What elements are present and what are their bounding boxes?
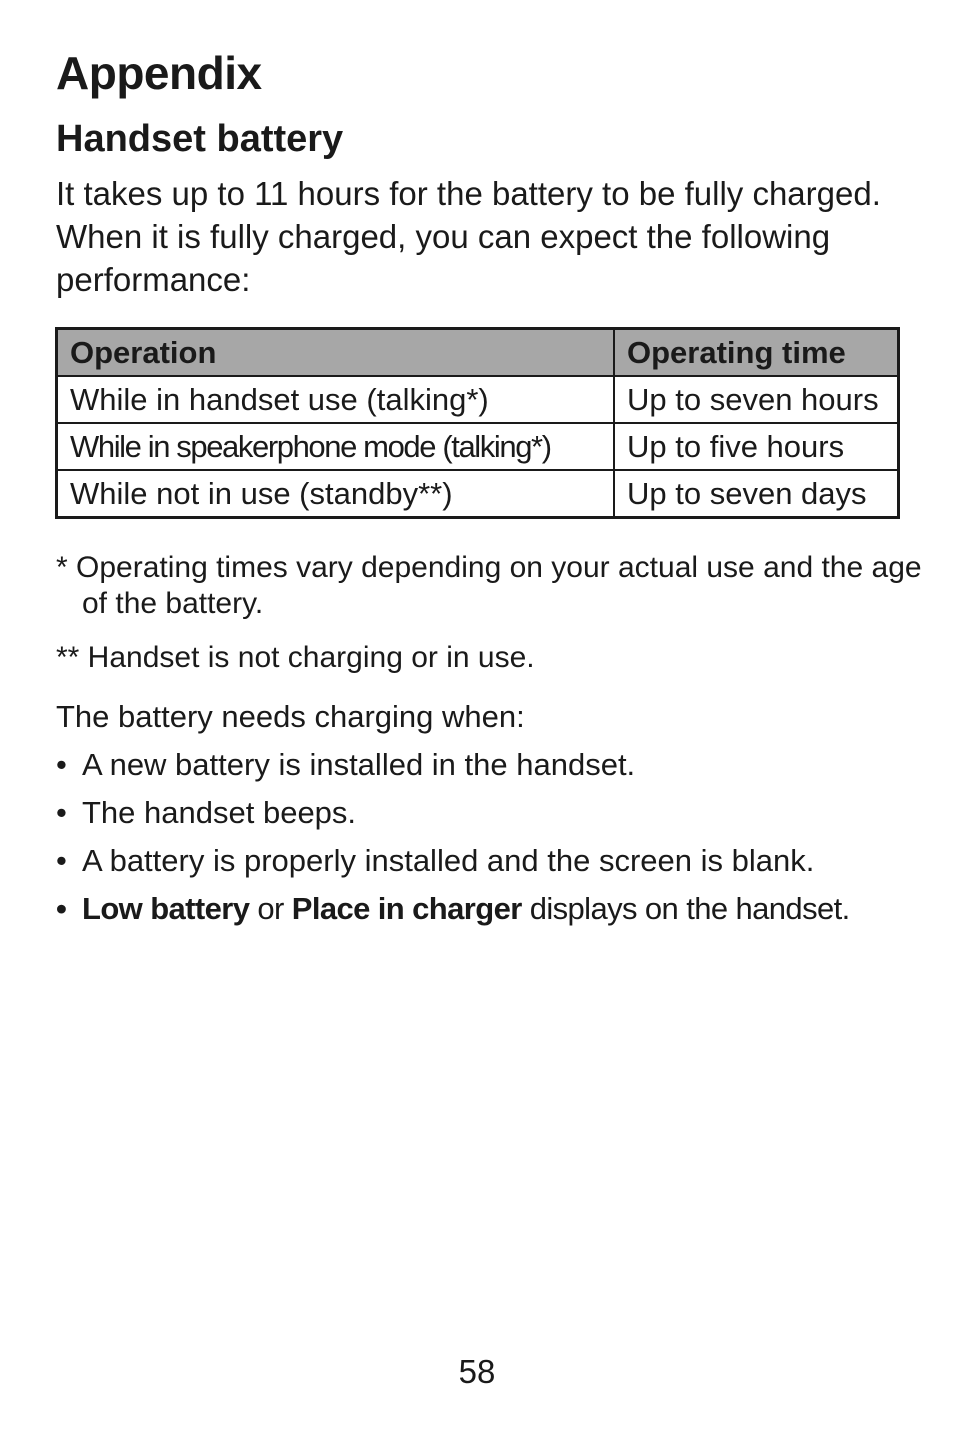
bullet-icon: •	[56, 891, 67, 926]
list-item-connector: or	[249, 891, 292, 926]
bullet-icon: •	[56, 843, 67, 878]
display-message-low-battery: Low battery	[82, 891, 250, 926]
intro-paragraph: It takes up to 11 hours for the battery to be fully charged. When it is fully charged, you can expect the following performance:	[56, 175, 881, 298]
table-row	[57, 470, 899, 518]
display-message-place-in-charger: Place in charger	[291, 891, 522, 926]
table-cell-time: Up to seven hours	[614, 376, 899, 423]
table-header-operating-time: Operating time	[614, 329, 899, 377]
list-item-text: A new battery is installed in the handset.	[82, 747, 636, 782]
bullet-icon: •	[56, 747, 67, 782]
list-item-text: A battery is properly installed and the screen is blank.	[82, 843, 815, 878]
charging-lead: The battery needs charging when:	[56, 699, 525, 734]
list-item	[56, 890, 936, 938]
battery-performance-table	[55, 327, 900, 519]
list-item	[56, 746, 936, 794]
footnote-operating-times: * Operating times vary depending on your actual use and the age of the battery.	[56, 551, 922, 620]
list-item	[56, 842, 936, 890]
table-cell-time: Up to five hours	[614, 423, 899, 470]
table-header-row	[57, 329, 899, 377]
charging-conditions-list	[56, 746, 936, 938]
table-cell-operation: While in speakerphone mode (talking*)	[57, 423, 615, 470]
list-item	[56, 794, 936, 842]
section-title: Handset battery	[56, 118, 344, 160]
table-cell-operation: While in handset use (talking*)	[57, 376, 615, 423]
footnote-standby: ** Handset is not charging or in use.	[56, 641, 535, 674]
table-row	[57, 376, 899, 423]
list-item-text: The handset beeps.	[82, 795, 357, 830]
table-header-operation: Operation	[57, 329, 615, 377]
page-title: Appendix	[56, 47, 262, 99]
table-row	[57, 423, 899, 470]
bullet-icon: •	[56, 795, 67, 830]
table-cell-time: Up to seven days	[614, 470, 899, 518]
list-item-text: displays on the handset.	[521, 891, 850, 926]
table-cell-operation: While not in use (standby**)	[57, 470, 615, 518]
page-number: 58	[458, 1353, 496, 1390]
